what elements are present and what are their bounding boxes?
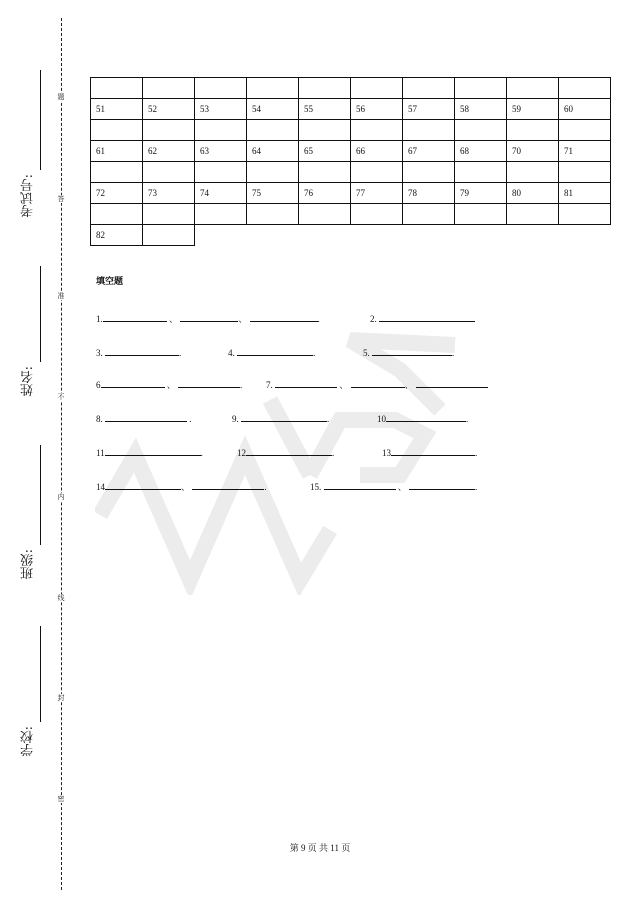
period: . xyxy=(264,482,267,492)
seal-char: 内 xyxy=(55,493,67,501)
number-cell: 66 xyxy=(351,141,403,162)
number-cell: 70 xyxy=(507,141,559,162)
answer-cell[interactable] xyxy=(403,78,455,99)
exam-number-label: 考试号: xyxy=(21,174,36,218)
answer-blank[interactable] xyxy=(105,446,201,456)
question-6 xyxy=(96,378,242,391)
page-footer: 第 9 页 共 11 页 xyxy=(289,843,351,853)
empty-space xyxy=(351,225,403,246)
number-cell: 72 xyxy=(91,183,143,204)
answer-blank[interactable] xyxy=(386,412,469,424)
school-field xyxy=(22,626,44,766)
separator: 、 xyxy=(169,314,179,324)
question-4 xyxy=(228,346,315,359)
question-number: 10 xyxy=(377,414,386,424)
question-number: 4. xyxy=(228,348,235,358)
fill-line xyxy=(40,266,41,362)
answer-grid xyxy=(90,77,611,246)
number-cell: 62 xyxy=(143,141,195,162)
question-15 xyxy=(310,480,477,493)
answer-blank[interactable] xyxy=(178,378,243,390)
separator: 、 xyxy=(339,380,349,390)
empty-space xyxy=(507,225,559,246)
period: . xyxy=(327,414,330,424)
seal-char: 准 xyxy=(55,292,67,300)
question-12 xyxy=(237,446,334,459)
answer-blank[interactable] xyxy=(241,412,330,424)
answer-cell[interactable] xyxy=(247,78,299,99)
empty-space xyxy=(247,225,299,246)
empty-space xyxy=(299,225,351,246)
number-cell: 54 xyxy=(247,99,299,120)
answer-cell[interactable] xyxy=(507,162,559,183)
number-cell: 68 xyxy=(455,141,507,162)
answer-cell[interactable] xyxy=(143,120,195,141)
question-14 xyxy=(96,480,267,493)
number-cell: 82 xyxy=(91,225,143,246)
answer-blank[interactable] xyxy=(105,412,187,422)
class-label: 班级: xyxy=(21,549,36,580)
table-row xyxy=(91,183,611,204)
answer-cell[interactable] xyxy=(507,78,559,99)
answer-cell[interactable] xyxy=(195,120,247,141)
fill-line xyxy=(40,626,41,722)
answer-cell[interactable] xyxy=(559,78,611,99)
question-number: 14 xyxy=(96,482,105,492)
question-number: 11 xyxy=(96,448,105,458)
seal-char: 线 xyxy=(55,594,67,602)
question-number: 5. xyxy=(363,348,370,358)
answer-cell[interactable] xyxy=(455,162,507,183)
answer-blank[interactable] xyxy=(275,378,337,388)
empty-space xyxy=(195,225,247,246)
name-field xyxy=(22,266,44,406)
answer-blank[interactable] xyxy=(105,346,182,358)
number-cell: 61 xyxy=(91,141,143,162)
exam-number-field xyxy=(22,70,44,230)
table-row xyxy=(91,141,611,162)
number-cell: 51 xyxy=(91,99,143,120)
separator: 、 xyxy=(404,380,414,390)
period: . xyxy=(179,348,182,358)
answer-blank[interactable] xyxy=(101,378,165,388)
question-1 xyxy=(96,312,320,325)
number-cell: 65 xyxy=(299,141,351,162)
table-row xyxy=(91,78,611,99)
table-row xyxy=(91,204,611,225)
question-7 xyxy=(266,378,488,391)
answer-cell[interactable] xyxy=(559,120,611,141)
answer-blank[interactable] xyxy=(391,446,478,458)
answer-cell[interactable] xyxy=(559,204,611,225)
answer-cell[interactable] xyxy=(299,162,351,183)
question-5 xyxy=(363,346,454,359)
period: . xyxy=(466,414,469,424)
period: . xyxy=(240,380,243,390)
number-cell: 81 xyxy=(559,183,611,204)
period: . xyxy=(475,448,478,458)
answer-cell[interactable] xyxy=(91,162,143,183)
question-10 xyxy=(377,412,468,425)
period: . xyxy=(332,448,335,458)
separator: 、 xyxy=(238,314,248,324)
question-number: 15. xyxy=(310,482,322,492)
answer-cell[interactable] xyxy=(403,120,455,141)
answer-cell[interactable] xyxy=(455,78,507,99)
answer-cell[interactable] xyxy=(299,120,351,141)
question-3 xyxy=(96,346,181,359)
seal-char: 不 xyxy=(55,393,67,401)
answer-blank[interactable] xyxy=(324,480,396,490)
wps-watermark xyxy=(95,325,515,595)
name-label: 姓名: xyxy=(21,366,36,397)
period: . xyxy=(452,348,455,358)
question-number: 13 xyxy=(382,448,391,458)
period: . xyxy=(313,348,316,358)
number-cell: 78 xyxy=(403,183,455,204)
number-cell: 63 xyxy=(195,141,247,162)
number-cell: 80 xyxy=(507,183,559,204)
number-cell: 60 xyxy=(559,99,611,120)
number-cell: 71 xyxy=(559,141,611,162)
number-cell: 56 xyxy=(351,99,403,120)
table-row xyxy=(91,120,611,141)
separator: 、 xyxy=(397,482,407,492)
seal-char: 答 xyxy=(55,195,67,203)
number-cell: 75 xyxy=(247,183,299,204)
number-cell: 55 xyxy=(299,99,351,120)
period: . xyxy=(189,414,192,424)
answer-cell[interactable] xyxy=(247,204,299,225)
number-cell: 77 xyxy=(351,183,403,204)
fill-line xyxy=(40,70,41,170)
answer-cell[interactable] xyxy=(91,78,143,99)
question-number: 7. xyxy=(266,380,273,390)
answer-blank[interactable] xyxy=(105,480,181,490)
question-number: 6 xyxy=(96,380,101,390)
answer-blank[interactable] xyxy=(103,312,167,322)
separator: 、 xyxy=(166,380,176,390)
question-2 xyxy=(370,312,475,325)
answer-cell[interactable] xyxy=(351,120,403,141)
answer-cell[interactable] xyxy=(195,78,247,99)
answer-cell[interactable] xyxy=(507,120,559,141)
fill-line xyxy=(40,445,41,545)
answer-blank[interactable] xyxy=(372,346,455,358)
answer-cell[interactable] xyxy=(299,204,351,225)
answer-cell[interactable] xyxy=(559,162,611,183)
number-cell: 52 xyxy=(143,99,195,120)
number-cell: 76 xyxy=(299,183,351,204)
question-number: 8. xyxy=(96,414,103,424)
number-cell: 57 xyxy=(403,99,455,120)
question-number: 12 xyxy=(237,448,246,458)
answer-blank[interactable] xyxy=(246,446,335,458)
school-label: 学校: xyxy=(21,726,36,757)
answer-cell[interactable] xyxy=(247,120,299,141)
question-number: 3. xyxy=(96,348,103,358)
answer-cell[interactable] xyxy=(143,78,195,99)
seal-char: 封 xyxy=(55,694,67,702)
answer-cell[interactable] xyxy=(143,225,195,246)
number-cell: 67 xyxy=(403,141,455,162)
answer-blank[interactable] xyxy=(379,312,475,322)
answer-cell[interactable] xyxy=(195,204,247,225)
period: . xyxy=(475,482,478,492)
answer-cell[interactable] xyxy=(403,162,455,183)
answer-cell[interactable] xyxy=(351,204,403,225)
number-cell: 58 xyxy=(455,99,507,120)
question-number: 9. xyxy=(232,414,239,424)
question-11 xyxy=(96,446,203,459)
answer-cell[interactable] xyxy=(351,78,403,99)
answer-blank[interactable] xyxy=(416,378,488,388)
section-title: 填空题 xyxy=(96,277,124,287)
answer-cell[interactable] xyxy=(299,78,351,99)
period: . xyxy=(200,448,203,458)
answer-blank[interactable] xyxy=(409,480,478,492)
question-number: 2. xyxy=(370,314,377,324)
question-13 xyxy=(382,446,477,459)
number-cell: 59 xyxy=(507,99,559,120)
question-8 xyxy=(96,412,192,425)
number-cell: 53 xyxy=(195,99,247,120)
answer-cell[interactable] xyxy=(91,120,143,141)
question-number: 1. xyxy=(96,314,103,324)
table-row xyxy=(91,162,611,183)
number-cell: 73 xyxy=(143,183,195,204)
period: . xyxy=(317,314,320,324)
empty-space xyxy=(455,225,507,246)
number-cell: 79 xyxy=(455,183,507,204)
answer-cell[interactable] xyxy=(143,162,195,183)
answer-cell[interactable] xyxy=(195,162,247,183)
answer-blank[interactable] xyxy=(250,312,318,322)
answer-blank[interactable] xyxy=(180,312,238,322)
question-9 xyxy=(232,412,329,425)
answer-cell[interactable] xyxy=(455,204,507,225)
empty-space xyxy=(403,225,455,246)
table-row xyxy=(91,225,611,246)
table-row xyxy=(91,99,611,120)
answer-cell[interactable] xyxy=(403,204,455,225)
answer-cell[interactable] xyxy=(507,204,559,225)
seal-char: 密 xyxy=(55,795,67,803)
binding-dashed-line xyxy=(61,18,62,890)
answer-cell[interactable] xyxy=(143,204,195,225)
answer-cell[interactable] xyxy=(351,162,403,183)
empty-space xyxy=(559,225,611,246)
answer-cell[interactable] xyxy=(91,204,143,225)
answer-blank[interactable] xyxy=(192,480,267,492)
number-cell: 64 xyxy=(247,141,299,162)
class-field xyxy=(22,445,44,590)
separator: 、 xyxy=(181,482,191,492)
answer-blank[interactable] xyxy=(351,378,405,388)
answer-blank[interactable] xyxy=(237,346,316,358)
answer-cell[interactable] xyxy=(247,162,299,183)
number-cell: 74 xyxy=(195,183,247,204)
answer-cell[interactable] xyxy=(455,120,507,141)
seal-char: 题 xyxy=(55,93,67,101)
